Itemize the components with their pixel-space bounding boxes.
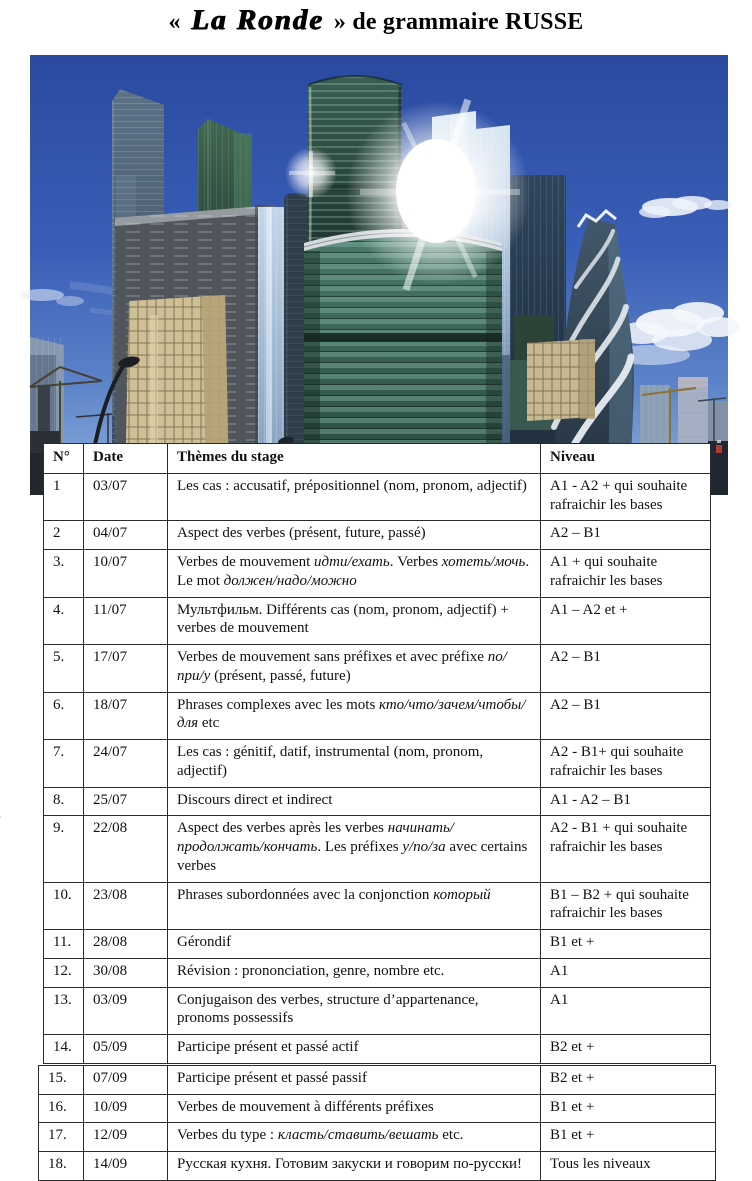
table-row (44, 645, 711, 693)
date-cell: 30/08 (84, 958, 168, 987)
table-row (39, 1152, 716, 1181)
table-row (44, 787, 711, 816)
level-cell: A2 – B1 (541, 692, 711, 740)
table-row (44, 521, 711, 550)
date-cell: 14/09 (84, 1152, 168, 1181)
tan-building-right (527, 339, 595, 421)
theme-cell: Gérondif (168, 930, 541, 959)
level-cell: B1 et + (541, 1123, 716, 1152)
table-row (44, 473, 711, 521)
theme-cell: Phrases complexes avec les mots кто/что/зачем/чтобы/для etc (168, 692, 541, 740)
theme-cell: Phrases subordonnées avec la conjonction который (168, 882, 541, 930)
date-cell: 03/09 (84, 987, 168, 1035)
date-cell: 10/09 (84, 1094, 168, 1123)
moscow-city-photo (30, 55, 728, 495)
date-cell: 24/07 (84, 740, 168, 788)
row-number-cell: 3. (44, 550, 84, 598)
level-cell: A1 - A2 – B1 (541, 787, 711, 816)
level-cell: A2 – B1 (541, 645, 711, 693)
row-number-cell: 6. (44, 692, 84, 740)
title-open-quote: « (168, 9, 187, 35)
row-number-cell: 10. (44, 882, 84, 930)
page-title (0, 4, 752, 37)
theme-cell: Les cas : accusatif, prépositionnel (nom, pronom, adjectif) (168, 473, 541, 521)
table-row (39, 1094, 716, 1123)
theme-cell: Aspect des verbes après les verbes начинать/продолжать/кончать. Les préfixes у/по/за avec certains verbes (168, 816, 541, 882)
level-cell: Tous les niveaux (541, 1152, 716, 1181)
level-cell: A1 - A2 + qui souhaite rafraichir les bases (541, 473, 711, 521)
level-cell: B1 et + (541, 1094, 716, 1123)
date-cell: 22/08 (84, 816, 168, 882)
date-cell: 18/07 (84, 692, 168, 740)
theme-cell: Participe présent et passé passif (168, 1065, 541, 1094)
theme-cell: Verbes de mouvement идти/ехать. Verbes хотеть/мочь. Le mot должен/надо/можно (168, 550, 541, 598)
table-row (39, 1123, 716, 1152)
date-cell: 10/07 (84, 550, 168, 598)
row-number-cell: 5. (44, 645, 84, 693)
theme-cell: Discours direct et indirect (168, 787, 541, 816)
theme-cell: Мультфильм. Différents cas (nom, pronom, adjectif) + verbes de mouvement (168, 597, 541, 645)
row-number-cell: 4. (44, 597, 84, 645)
level-cell: A1 – A2 et + (541, 597, 711, 645)
row-number-cell: 12. (44, 958, 84, 987)
row-number-cell: 2 (44, 521, 84, 550)
row-number-cell: 9. (44, 816, 84, 882)
moscow-city-photo-illustration (30, 55, 728, 495)
level-cell: B2 et + (541, 1065, 716, 1094)
date-cell: 11/07 (84, 597, 168, 645)
clipped-glyph-fragment (0, 809, 1, 824)
schedule-table-continued (38, 1065, 716, 1181)
date-cell: 17/07 (84, 645, 168, 693)
row-number-cell: 8. (44, 787, 84, 816)
theme-cell: Participe présent et passé actif (168, 1035, 541, 1064)
table-row (44, 930, 711, 959)
table-row (44, 740, 711, 788)
row-number-cell: 13. (44, 987, 84, 1035)
schedule-area (38, 443, 718, 1181)
title-rest: » de grammaire RUSSE (327, 9, 584, 35)
table-header-row (44, 444, 711, 474)
theme-cell: Русская кухня. Готовим закуски и говорим по-русски! (168, 1152, 541, 1181)
row-number-cell: 11. (44, 930, 84, 959)
table-row (44, 816, 711, 882)
column-header: N° (44, 444, 84, 474)
row-number-cell: 15. (39, 1065, 84, 1094)
schedule-table (43, 443, 711, 1064)
table-row (44, 958, 711, 987)
theme-cell: Aspect des verbes (présent, future, passé) (168, 521, 541, 550)
level-cell: A2 - B1 + qui souhaite rafraichir les bases (541, 816, 711, 882)
level-cell: A1 (541, 958, 711, 987)
title-brand: La Ronde (190, 4, 324, 36)
date-cell: 05/09 (84, 1035, 168, 1064)
table-row (44, 692, 711, 740)
row-number-cell: 17. (39, 1123, 84, 1152)
theme-cell: Verbes de mouvement sans préfixes et avec préfixe по/при/у (présent, passé, future) (168, 645, 541, 693)
level-cell: B1 et + (541, 930, 711, 959)
theme-cell: Les cas : génitif, datif, instrumental (nom, pronom, adjectif) (168, 740, 541, 788)
column-header: Niveau (541, 444, 711, 474)
theme-cell: Révision : prononciation, genre, nombre etc. (168, 958, 541, 987)
date-cell: 03/07 (84, 473, 168, 521)
level-cell: A2 – B1 (541, 521, 711, 550)
date-cell: 25/07 (84, 787, 168, 816)
column-header: Date (84, 444, 168, 474)
table-row (44, 987, 711, 1035)
date-cell: 12/09 (84, 1123, 168, 1152)
theme-cell: Verbes de mouvement à différents préfixes (168, 1094, 541, 1123)
level-cell: A2 - B1+ qui souhaite rafraichir les bases (541, 740, 711, 788)
row-number-cell: 7. (44, 740, 84, 788)
theme-cell: Conjugaison des verbes, structure d’appartenance, pronoms possessifs (168, 987, 541, 1035)
theme-cell: Verbes du type : класть/ставить/вешать etc. (168, 1123, 541, 1152)
clipped-glyph-fragment (0, 784, 1, 799)
row-number-cell: 18. (39, 1152, 84, 1181)
sun-glint-left (285, 147, 337, 199)
level-cell: A1 + qui souhaite rafraichir les bases (541, 550, 711, 598)
row-number-cell: 14. (44, 1035, 84, 1064)
row-number-cell: 1 (44, 473, 84, 521)
table-row (44, 1035, 711, 1064)
level-cell: B1 – B2 + qui souhaite rafraichir les bases (541, 882, 711, 930)
table-row (44, 597, 711, 645)
date-cell: 04/07 (84, 521, 168, 550)
date-cell: 28/08 (84, 930, 168, 959)
level-cell: B2 et + (541, 1035, 711, 1064)
table-row (44, 882, 711, 930)
column-header: Thèmes du stage (168, 444, 541, 474)
date-cell: 23/08 (84, 882, 168, 930)
level-cell: A1 (541, 987, 711, 1035)
table-row (44, 550, 711, 598)
row-number-cell: 16. (39, 1094, 84, 1123)
date-cell: 07/09 (84, 1065, 168, 1094)
table-row (39, 1065, 716, 1094)
